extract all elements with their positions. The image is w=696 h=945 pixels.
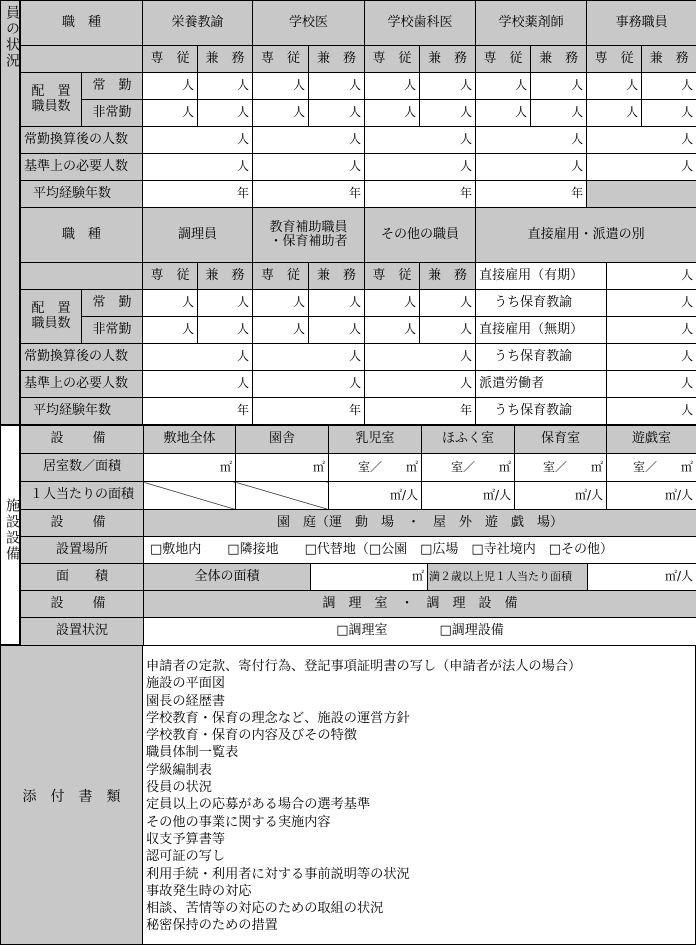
cell-input[interactable]: 人 bbox=[143, 127, 253, 154]
part-time-header: 兼 務 bbox=[309, 263, 365, 290]
cell-input[interactable]: 人 bbox=[642, 100, 696, 127]
cell-input[interactable]: 人 bbox=[253, 73, 309, 100]
attachment-item: 秘密保持のための措置 bbox=[146, 918, 278, 934]
attachment-item: 認可証の写し bbox=[146, 849, 226, 865]
cell-input[interactable]: 年 bbox=[253, 181, 365, 208]
col-yakuzaishi: 学校薬剤師 bbox=[476, 1, 587, 46]
cell-input[interactable]: 人 bbox=[309, 100, 365, 127]
attachments-label-cell bbox=[0, 645, 143, 945]
kijun-label-2: 基準上の必要人数 bbox=[21, 371, 143, 398]
cell-input[interactable]: 人 bbox=[253, 127, 365, 154]
attachment-item: その他の事業に関する実施内容 bbox=[146, 814, 331, 830]
cell-input[interactable]: 人 bbox=[198, 290, 253, 317]
direct-muki-label: 直接雇用（無期） bbox=[476, 317, 607, 344]
part-time-header: 兼 務 bbox=[531, 46, 587, 73]
cell-input[interactable]: 人 bbox=[365, 100, 420, 127]
unit-room: 室／ bbox=[632, 459, 657, 474]
cell-input[interactable]: 人 bbox=[531, 73, 587, 100]
cell-input[interactable]: 年 bbox=[143, 398, 253, 425]
cell-input[interactable]: 人 bbox=[476, 154, 587, 181]
heikin-label: 平均経験年数 bbox=[21, 181, 143, 208]
cell-input[interactable]: 人 bbox=[365, 73, 420, 100]
cell-input[interactable]: 人 bbox=[365, 127, 476, 154]
uchi-hoiku-label: うち保育教諭 bbox=[476, 344, 607, 371]
cell-input[interactable]: 人 bbox=[587, 127, 696, 154]
cell-input[interactable]: 人 bbox=[420, 73, 476, 100]
room-hofuku: ほふく室 bbox=[422, 426, 515, 454]
direct-yuki-label: 直接雇用（有期） bbox=[476, 263, 607, 290]
staff-table-1 bbox=[20, 0, 696, 208]
cell-input[interactable]: 人 bbox=[420, 100, 476, 127]
cell-input[interactable]: 人 bbox=[198, 317, 253, 344]
cell-input[interactable]: 人 bbox=[143, 154, 253, 181]
job-type-header: 職 種 bbox=[21, 1, 143, 46]
part-time-header: 兼 務 bbox=[198, 263, 253, 290]
garden-setsubi-header: 設 備 bbox=[21, 510, 144, 537]
cell-input[interactable]: 人 bbox=[365, 371, 476, 398]
kitchen-setsubi-header: 設 備 bbox=[21, 591, 144, 618]
cell-input[interactable]: 人 bbox=[309, 317, 365, 344]
attachment-item: 学校教育・保育の理念など、施設の運営方針 bbox=[146, 710, 410, 726]
attachment-item: 園長の経歴書 bbox=[146, 693, 226, 709]
attachment-item: 学級編制表 bbox=[146, 762, 212, 778]
total-area-label: 全体の面積 bbox=[144, 564, 311, 591]
room-count-area-label: 居室数／面積 bbox=[21, 454, 144, 482]
area-label: 面 積 bbox=[21, 564, 144, 591]
kansan-label-2: 常勤換算後の人数 bbox=[21, 344, 143, 371]
cell-input[interactable]: 人 bbox=[476, 73, 531, 100]
col-chorioin: 調理員 bbox=[143, 208, 253, 263]
cell-input[interactable]: 人 bbox=[253, 371, 365, 398]
col-gakkoi: 学校医 bbox=[253, 1, 365, 46]
full-time-header: 専 従 bbox=[365, 46, 420, 73]
cell-input[interactable]: 人 bbox=[143, 100, 198, 127]
full-time-header: 専 従 bbox=[587, 46, 642, 73]
job-type-header-2: 職 種 bbox=[21, 208, 143, 263]
cell-input[interactable]: 人 bbox=[531, 100, 587, 127]
cell-input[interactable] bbox=[422, 454, 515, 482]
cell-input[interactable]: 人 bbox=[198, 73, 253, 100]
cell-input[interactable]: 人 bbox=[607, 263, 696, 290]
cell-input[interactable]: 人 bbox=[198, 100, 253, 127]
col-sonota: その他の職員 bbox=[365, 208, 476, 263]
attachments-list bbox=[146, 658, 581, 935]
attachment-item: 相談、苦情等の対応のための取組の状況 bbox=[146, 901, 384, 917]
cell-input[interactable]: 人 bbox=[642, 73, 696, 100]
cell-input[interactable]: 人 bbox=[607, 290, 696, 317]
per-person-label: １人当たりの面積 bbox=[21, 482, 144, 510]
cell-input[interactable]: 年 bbox=[365, 181, 476, 208]
cell-input[interactable]: ㎡ bbox=[144, 454, 236, 482]
room-yugi: 遊戯室 bbox=[607, 426, 696, 454]
attachment-item: 職員体制一覧表 bbox=[146, 745, 239, 761]
attachment-item: 事故発生時の対応 bbox=[146, 883, 252, 899]
facility-rooms-table bbox=[20, 425, 696, 510]
col-shikai: 学校歯科医 bbox=[365, 1, 476, 46]
room-nyuji: 乳児室 bbox=[329, 426, 422, 454]
garden-table bbox=[20, 509, 696, 646]
haken-label: 派遣労働者 bbox=[476, 371, 607, 398]
cell-input[interactable]: ㎡ bbox=[236, 454, 329, 482]
attachment-item: 定員以上の応募がある場合の選考基準 bbox=[146, 797, 371, 813]
cell-input[interactable]: 年 bbox=[476, 181, 587, 208]
full-time-header: 専 従 bbox=[476, 46, 531, 73]
full-time-header: 専 従 bbox=[253, 46, 309, 73]
cell-input[interactable]: 人 bbox=[365, 154, 476, 181]
unit-room: 室／ bbox=[357, 459, 382, 474]
cell-input[interactable]: 人 bbox=[143, 317, 198, 344]
kitchen-title: 調 理 室 ・ 調 理 設 備 bbox=[144, 591, 696, 618]
full-time-header: 専 従 bbox=[365, 263, 420, 290]
cell-input[interactable]: ㎡/人 bbox=[515, 482, 607, 510]
jokin-label-2: 常 勤 bbox=[82, 290, 143, 317]
cell-input[interactable]: 人 bbox=[253, 100, 309, 127]
cell-input[interactable]: ㎡/人 bbox=[588, 564, 696, 591]
cell-input[interactable] bbox=[515, 454, 607, 482]
attachment-item: 施設の平面図 bbox=[146, 676, 226, 692]
per-child-label: 満２歳以上児１人当たり面積 bbox=[428, 564, 588, 591]
part-time-header: 兼 務 bbox=[198, 46, 253, 73]
cell-input[interactable] bbox=[329, 454, 422, 482]
staff-side-label: 員の状況 bbox=[4, 5, 20, 69]
attachments-label: 添 付 書 類 bbox=[22, 789, 121, 805]
location-label: 設置場所 bbox=[21, 537, 144, 564]
cell-input[interactable]: 人 bbox=[607, 398, 696, 425]
blank-header bbox=[21, 46, 143, 73]
staff-side-label-cell bbox=[0, 0, 20, 425]
cell-input[interactable]: 人 bbox=[253, 344, 365, 371]
full-time-header: 専 従 bbox=[253, 263, 309, 290]
attachment-item: 利用手続・利用者に対する事前説明等の状況 bbox=[146, 866, 410, 882]
cell-input[interactable]: 人 bbox=[587, 154, 696, 181]
hijokin-label-2: 非常勤 bbox=[82, 317, 143, 344]
cell-input[interactable]: 人 bbox=[143, 344, 253, 371]
cell-input[interactable]: 人 bbox=[365, 344, 476, 371]
room-shikichi: 敷地全体 bbox=[144, 426, 236, 454]
cell-input[interactable]: 人 bbox=[476, 127, 587, 154]
attachments-list-cell bbox=[142, 645, 696, 945]
kansan-label: 常勤換算後の人数 bbox=[21, 127, 143, 154]
cell-input[interactable]: 人 bbox=[143, 371, 253, 398]
staff-table-2 bbox=[20, 207, 696, 425]
cell-input[interactable]: 人 bbox=[476, 100, 531, 127]
jokin-label: 常 勤 bbox=[82, 73, 143, 100]
cell-input[interactable]: 人 bbox=[420, 290, 476, 317]
diagonal-blank bbox=[144, 482, 236, 510]
cell-input[interactable]: 人 bbox=[253, 154, 365, 181]
garden-title: 園 庭（運 動 場 ・ 屋 外 遊 戯 場） bbox=[144, 510, 696, 537]
cell-input[interactable]: 人 bbox=[365, 290, 420, 317]
facility-side-label: 施設設備 bbox=[4, 498, 20, 562]
part-time-header: 兼 務 bbox=[642, 46, 696, 73]
part-time-header: 兼 務 bbox=[309, 46, 365, 73]
kijun-label: 基準上の必要人数 bbox=[21, 154, 143, 181]
cell-input[interactable]: 人 bbox=[309, 73, 365, 100]
unit-m2: ㎡ bbox=[498, 459, 511, 474]
full-time-header: 専 従 bbox=[143, 263, 198, 290]
cell-input[interactable]: 人 bbox=[253, 290, 309, 317]
col-hojo: 教育補助職員 ・保育補助者 bbox=[253, 208, 365, 263]
heikin-label-2: 平均経験年数 bbox=[21, 398, 143, 425]
attachment-item: 収支予算書等 bbox=[146, 831, 226, 847]
blank-header bbox=[21, 263, 143, 290]
cell-input[interactable] bbox=[607, 454, 696, 482]
hijokin-label: 非常勤 bbox=[82, 100, 143, 127]
part-time-header: 兼 務 bbox=[420, 263, 476, 290]
uchi-hoiku-label: うち保育教諭 bbox=[476, 398, 607, 425]
cell-input[interactable]: 人 bbox=[587, 100, 642, 127]
location-checkboxes[interactable]: □敷地内 □隣接地 □代替地（□公園 □広場 □寺社境内 □その他） bbox=[144, 537, 696, 564]
cell-input[interactable]: ㎡/人 bbox=[329, 482, 422, 510]
cell-input[interactable]: 人 bbox=[365, 317, 420, 344]
facility-side-label-cell bbox=[0, 425, 20, 645]
cell-input[interactable]: 年 bbox=[365, 398, 476, 425]
room-ensha: 園舎 bbox=[236, 426, 329, 454]
diagonal-blank bbox=[236, 482, 329, 510]
uchi-hoiku-label: うち保育教諭 bbox=[476, 290, 607, 317]
full-time-header: 専 従 bbox=[143, 46, 198, 73]
unit-room: 室／ bbox=[450, 459, 475, 474]
setsubi-header: 設 備 bbox=[21, 426, 144, 454]
attachment-item: 申請者の定款、寄付行為、登記事項証明書の写し（申請者が法人の場合） bbox=[146, 659, 582, 674]
attachment-item: 学校教育・保育の内容及びその特徴 bbox=[146, 728, 357, 744]
part-time-header: 兼 務 bbox=[420, 46, 476, 73]
cell-input[interactable]: ㎡/人 bbox=[422, 482, 515, 510]
blank-cell bbox=[587, 181, 696, 208]
col-jimu: 事務職員 bbox=[587, 1, 696, 46]
cell-input[interactable]: 人 bbox=[143, 73, 198, 100]
cell-input[interactable]: 人 bbox=[253, 317, 309, 344]
cell-input[interactable]: ㎡/人 bbox=[607, 482, 696, 510]
cell-input[interactable]: 年 bbox=[253, 398, 365, 425]
haichi-label: 配 置 職員数 bbox=[21, 73, 82, 127]
cell-input[interactable]: 年 bbox=[143, 181, 253, 208]
col-direct-header: 直接雇用・派遣の別 bbox=[476, 208, 696, 263]
cell-input[interactable]: ㎡ bbox=[311, 564, 428, 591]
cell-input[interactable]: 人 bbox=[607, 371, 696, 398]
kitchen-checkboxes[interactable]: □調理室 □調理設備 bbox=[144, 618, 696, 646]
unit-m2: ㎡ bbox=[405, 459, 418, 474]
col-eiyo-kyoyu: 栄養教諭 bbox=[143, 1, 253, 46]
haichi-label-2: 配 置 職員数 bbox=[21, 290, 82, 344]
unit-room: 室／ bbox=[542, 459, 567, 474]
cell-input[interactable]: 人 bbox=[607, 344, 696, 371]
unit-m2: ㎡ bbox=[680, 459, 693, 474]
cell-input[interactable]: 人 bbox=[143, 290, 198, 317]
cell-input[interactable]: 人 bbox=[587, 73, 642, 100]
cell-input[interactable]: 人 bbox=[309, 290, 365, 317]
status-label: 設置状況 bbox=[21, 618, 144, 646]
cell-input[interactable]: 人 bbox=[607, 317, 696, 344]
attachment-item: 役員の状況 bbox=[146, 780, 212, 796]
unit-m2: ㎡ bbox=[590, 459, 603, 474]
cell-input[interactable]: 人 bbox=[420, 317, 476, 344]
room-hoiku: 保育室 bbox=[515, 426, 607, 454]
